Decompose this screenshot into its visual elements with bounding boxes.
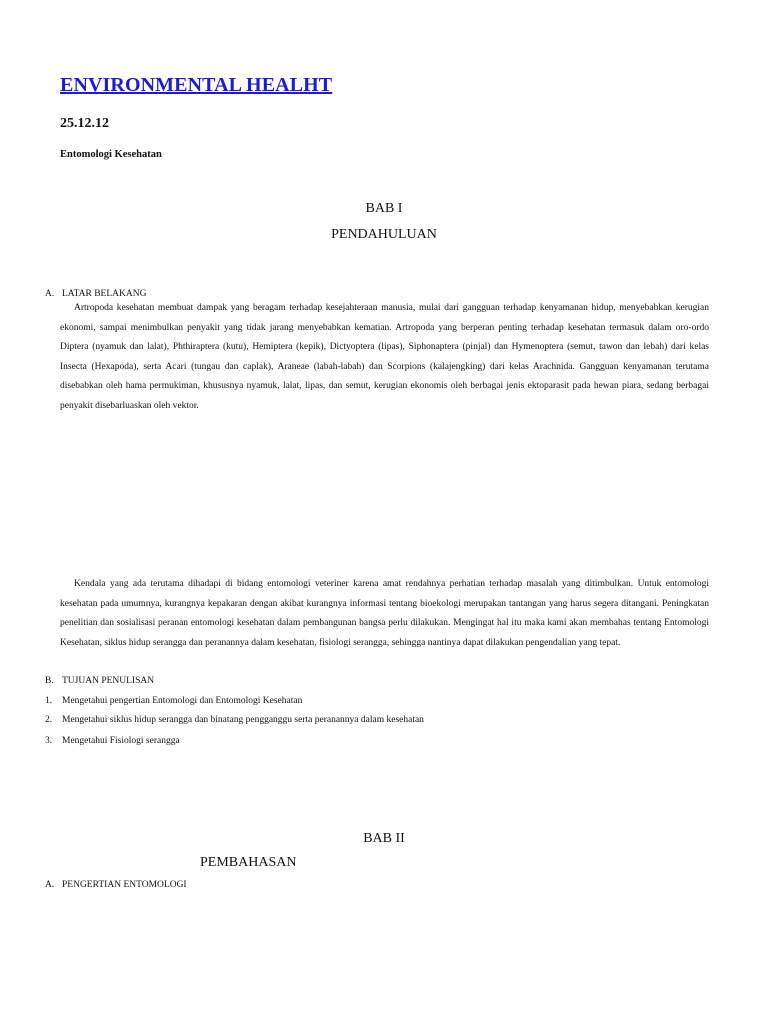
post-date: 25.12.12 bbox=[60, 116, 109, 131]
list-item-text: Mengetahui Fisiologi serangga bbox=[62, 736, 180, 746]
section-heading-pengertian-entomologi bbox=[45, 880, 187, 890]
section-heading-tujuan-penulisan bbox=[45, 676, 154, 686]
list-item-number: 3. bbox=[45, 736, 53, 746]
chapter-heading-bab-2: BAB II bbox=[363, 831, 405, 846]
chapter-heading-bab-1: BAB I bbox=[365, 201, 403, 216]
list-item-text: Mengetahui siklus hidup serangga dan binatang pengganggu serta peranannya dalam kesehatan bbox=[62, 715, 424, 725]
paragraph-latar-belakang-2: Kendala yang ada terutama dihadapi di bidang entomologi veteriner karena amat rendahnya perhatian terhadap masalah yang ditimbulkan. Untuk entomologi kesehatan pada umumnya, kurangnya kepakaran dengan akibat kurangnya informasi tentang bioekologi merupakan tantangan yang harus segera ditangani. Peningkatan penelitian dan sosialisasi peranan entomologi kesehatan dalam pembangunan bangsa perlu dilakukan. Mengingat hal itu maka kami akan membahas tentang Entomologi Kesehatan, siklus hidup serangga dan peranannya dalam kesehatan, fisiologi serangga, sehingga nantinya dapat dilakukan pengendalian yang tepat. bbox=[60, 579, 709, 648]
post-title: Entomologi Kesehatan bbox=[60, 149, 162, 160]
section-label-text: TUJUAN PENULISAN bbox=[62, 676, 155, 686]
list-item-number: 1. bbox=[45, 696, 53, 706]
section-label-text: LATAR BELAKANG bbox=[62, 289, 147, 299]
section-marker: B. bbox=[45, 676, 54, 686]
list-item bbox=[45, 696, 302, 706]
blog-title-link[interactable]: ENVIRONMENTAL HEALHT bbox=[60, 74, 333, 96]
chapter-subheading-pendahuluan: PENDAHULUAN bbox=[331, 227, 437, 242]
section-marker: A. bbox=[45, 289, 55, 299]
paragraph-latar-belakang-1: Artropoda kesehatan membuat dampak yang beragam terhadap kesejahteraan manusia, mulai dari gangguan terhadap kenyamanan hidup, menyebabkan kerugian ekonomi, sampai menimbulkan penyakit yang tidak jarang menyebabkan kematian. Artropoda yang berperan penting terhadap kesehatan termasuk dalam oro-ordo Diptera (nyamuk dan lalat), Phthiraptera (kutu), Hemiptera (kepik), Dictyoptera (lipas), Siphonaptera (pinjal) dan Hymenoptera (semut, tawon dan lebah) dari kelas Insecta (Hexapoda), serta Acari (tungau dan caplak), Araneae (labah-labah) dan Scorpions (kalajengking) dari kelas Arachnida. Gangguan kenyamanan terutama disebabkan oleh hama permukiman, khususnya nyamuk, lalat, lipas, dan semut, kerugian ekonomis oleh berbagai jenis ektoparasit pada hewan piara, sedang berbagai penyakit disebarluaskan oleh vektor. bbox=[60, 303, 709, 411]
section-marker: A. bbox=[45, 880, 55, 890]
list-item bbox=[45, 736, 180, 746]
chapter-subheading-pembahasan: PEMBAHASAN bbox=[200, 855, 297, 870]
list-item-text: Mengetahui pengertian Entomologi dan Entomologi Kesehatan bbox=[62, 696, 303, 706]
section-label-text: PENGERTIAN ENTOMOLOGI bbox=[62, 880, 187, 890]
list-item-number: 2. bbox=[45, 715, 53, 725]
section-heading-latar-belakang bbox=[45, 289, 146, 299]
list-item bbox=[45, 715, 424, 725]
